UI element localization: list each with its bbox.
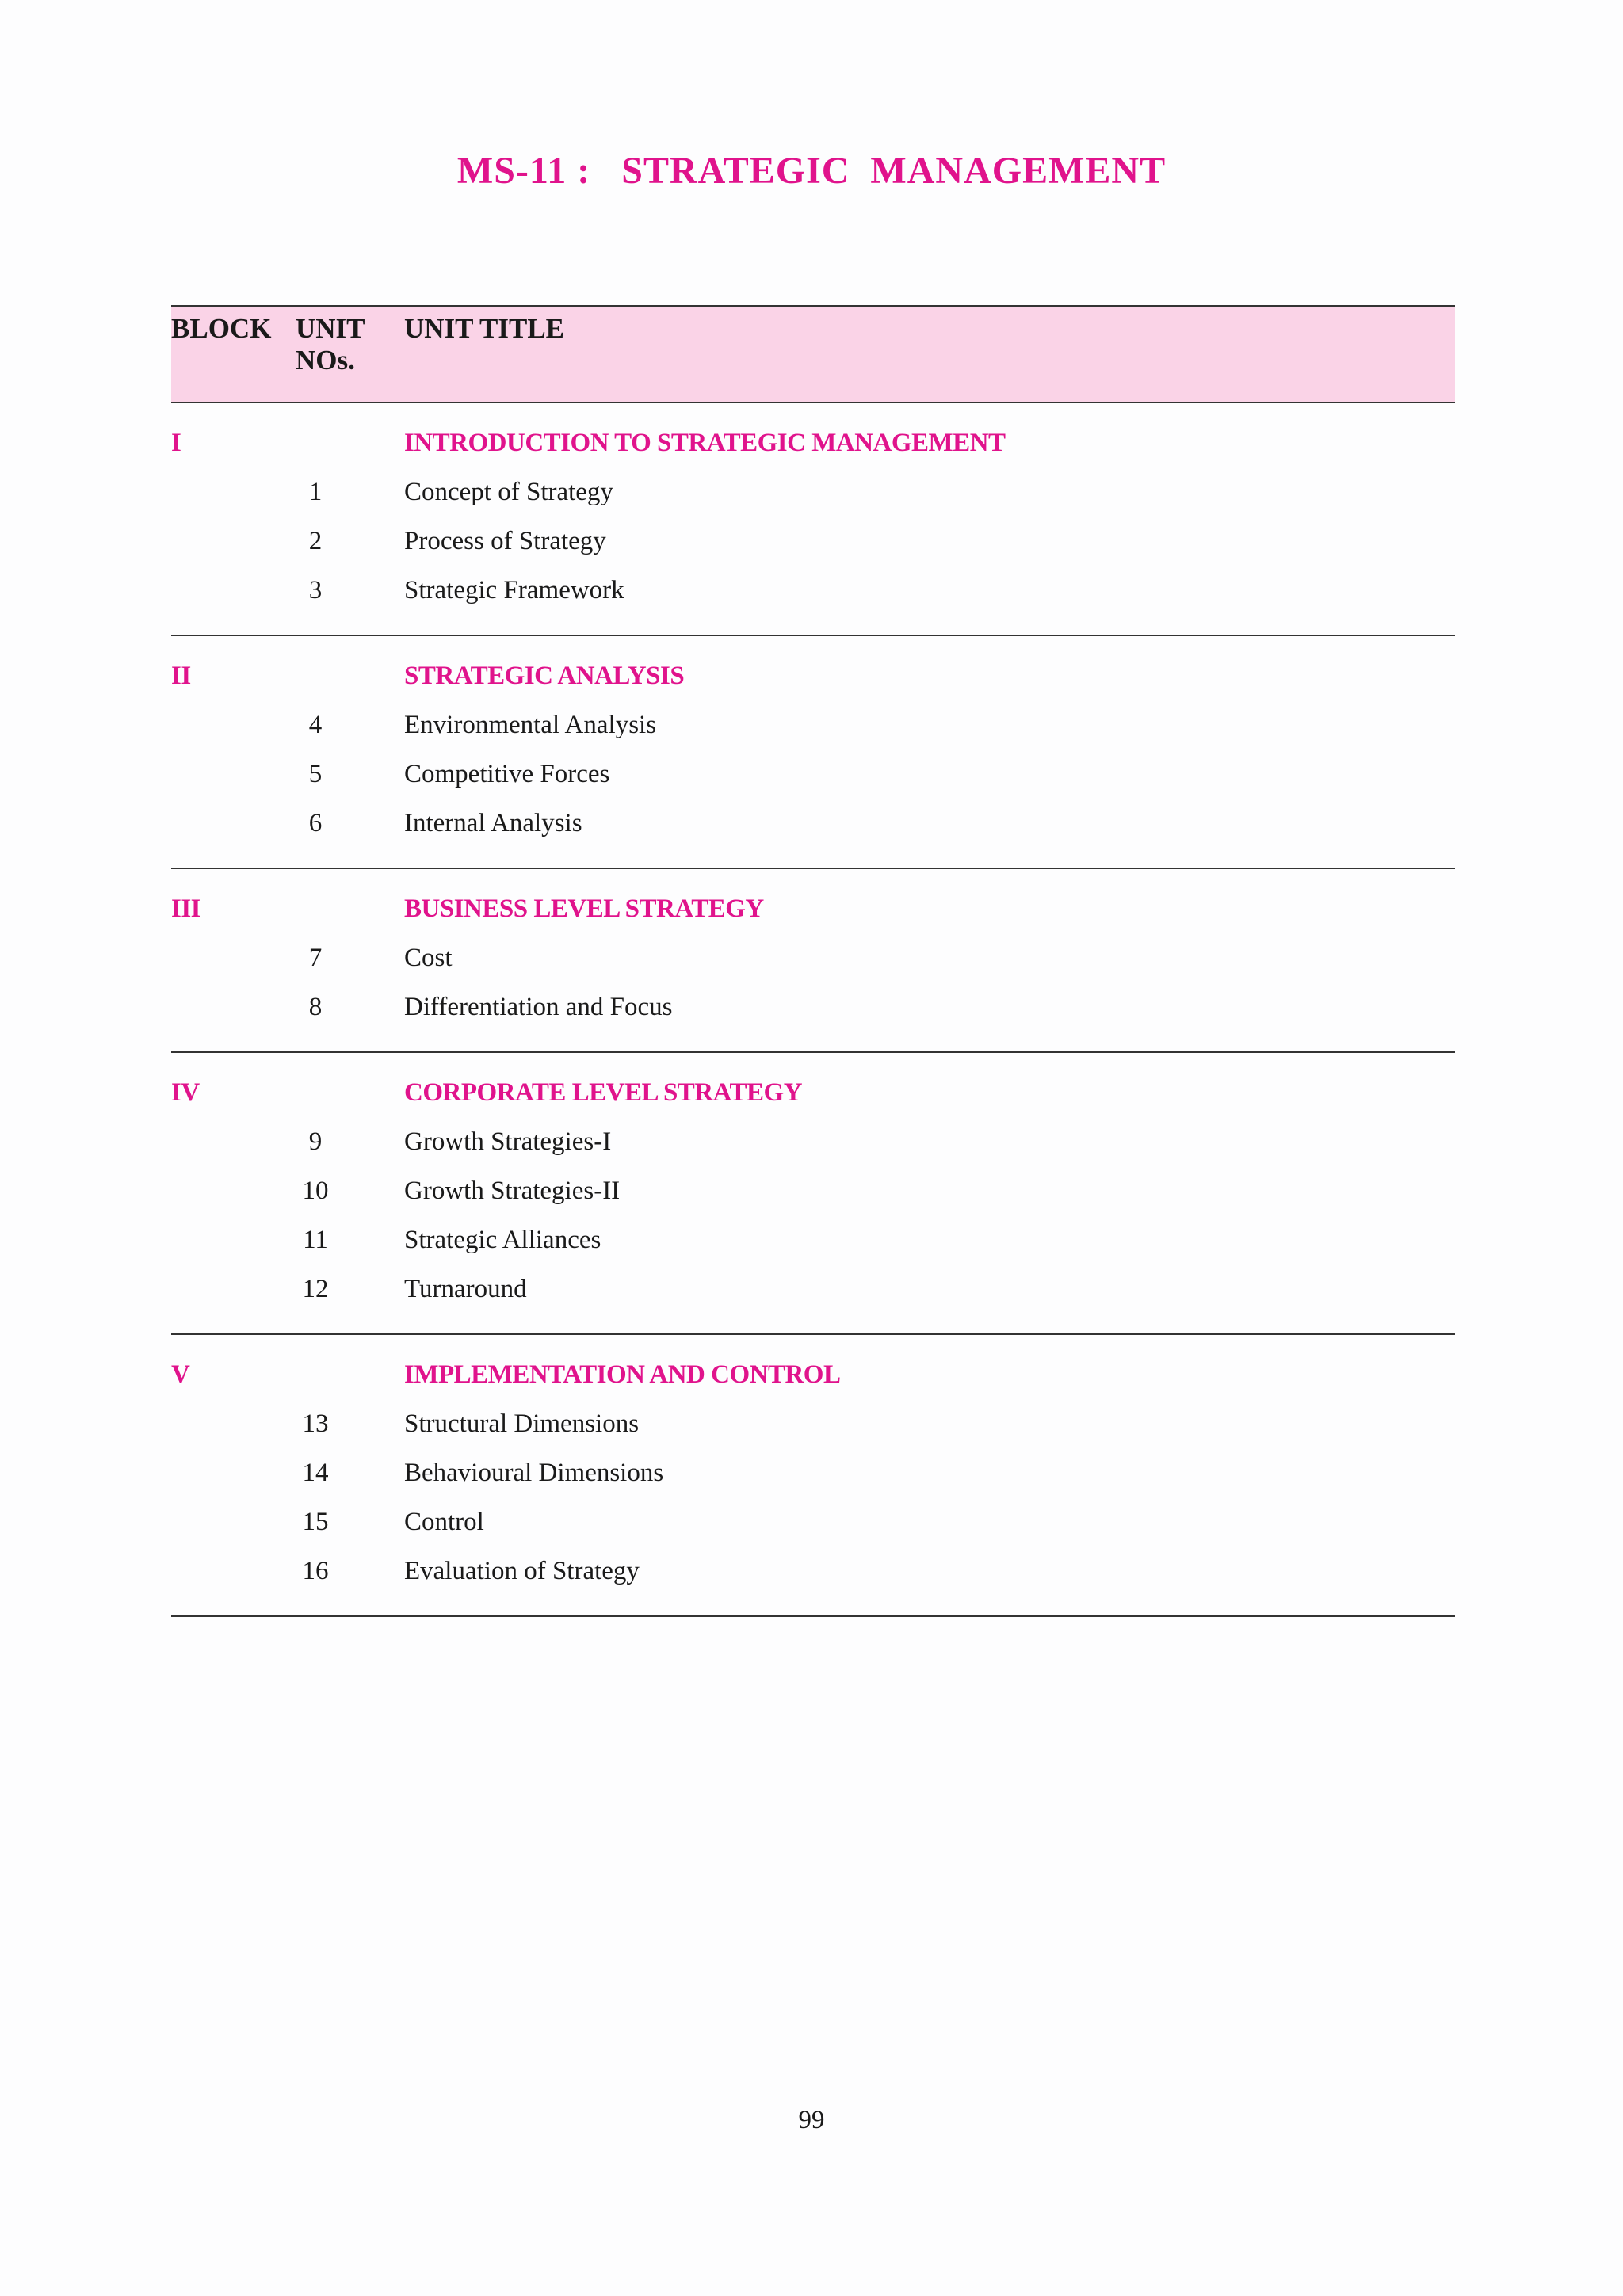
- unit-row: [171, 1457, 1455, 1506]
- unit-title: Growth Strategies-II: [404, 1177, 621, 1205]
- unit-title: Behavioural Dimensions: [404, 1459, 664, 1487]
- page-number: 99: [798, 2106, 825, 2134]
- unit-title: Differentiation and Focus: [404, 993, 673, 1021]
- unit-row: [171, 1126, 1455, 1175]
- header-unit-line1: UNIT: [296, 313, 365, 344]
- unit-number: 15: [302, 1508, 329, 1536]
- block-section: [171, 636, 1455, 869]
- unit-row: [171, 1224, 1455, 1273]
- unit-row: [171, 1408, 1455, 1457]
- unit-row: [171, 1175, 1455, 1224]
- unit-title: Strategic Framework: [404, 576, 624, 605]
- unit-title: Environmental Analysis: [404, 711, 657, 739]
- unit-title: Growth Strategies-I: [404, 1127, 612, 1156]
- block-numeral: IV: [171, 1078, 200, 1107]
- unit-number: 12: [302, 1275, 329, 1303]
- block-numeral: I: [171, 429, 181, 457]
- unit-number: 14: [302, 1459, 329, 1487]
- unit-row: [171, 1555, 1455, 1604]
- unit-title: Structural Dimensions: [404, 1409, 640, 1438]
- unit-number: 11: [303, 1226, 328, 1254]
- block-heading: IMPLEMENTATION AND CONTROL: [404, 1360, 841, 1389]
- block-heading: STRATEGIC ANALYSIS: [404, 662, 685, 690]
- unit-title: Concept of Strategy: [404, 478, 613, 506]
- unit-number: 4: [308, 711, 323, 739]
- block-numeral: V: [171, 1360, 190, 1389]
- unit-number: 7: [308, 944, 323, 972]
- unit-row: [171, 991, 1455, 1040]
- unit-title: Evaluation of Strategy: [404, 1557, 640, 1585]
- unit-row: [171, 807, 1455, 856]
- unit-row: [171, 709, 1455, 758]
- unit-row: [171, 1273, 1455, 1322]
- course-contents-table: [171, 305, 1455, 1617]
- header-block: BLOCK: [171, 313, 272, 344]
- unit-row: [171, 942, 1455, 991]
- unit-number: 16: [302, 1557, 329, 1585]
- unit-number: 13: [302, 1409, 329, 1438]
- header-unit-line2: NOs.: [296, 345, 355, 376]
- block-section: [171, 1335, 1455, 1617]
- block-heading: INTRODUCTION TO STRATEGIC MANAGEMENT: [404, 429, 1006, 457]
- unit-number: 6: [308, 809, 323, 837]
- unit-number: 9: [308, 1127, 323, 1156]
- unit-title: Internal Analysis: [404, 809, 582, 837]
- block-numeral: III: [171, 894, 201, 923]
- block-numeral: II: [171, 662, 191, 690]
- block-heading: CORPORATE LEVEL STRATEGY: [404, 1078, 803, 1107]
- block-heading: BUSINESS LEVEL STRATEGY: [404, 894, 764, 923]
- unit-number: 3: [308, 576, 323, 605]
- unit-number: 1: [308, 478, 323, 506]
- unit-title: Competitive Forces: [404, 760, 610, 788]
- unit-title: Control: [404, 1508, 484, 1536]
- table-header: [171, 305, 1455, 403]
- unit-title: Process of Strategy: [404, 527, 606, 555]
- header-unit-title: UNIT TITLE: [404, 313, 565, 344]
- unit-number: 10: [302, 1177, 329, 1205]
- unit-row: [171, 574, 1455, 624]
- unit-number: 5: [308, 760, 323, 788]
- page-title: MS-11 : STRATEGIC MANAGEMENT: [456, 150, 1167, 192]
- unit-title: Turnaround: [404, 1275, 527, 1303]
- unit-number: 8: [308, 993, 323, 1021]
- block-section: [171, 869, 1455, 1053]
- unit-number: 2: [308, 527, 323, 555]
- block-section: [171, 1053, 1455, 1335]
- unit-row: [171, 525, 1455, 574]
- unit-row: [171, 1506, 1455, 1555]
- unit-row: [171, 758, 1455, 807]
- unit-title: Cost: [404, 944, 453, 972]
- unit-title: Strategic Alliances: [404, 1226, 601, 1254]
- header-unit-nos: [296, 313, 365, 376]
- block-section: [171, 403, 1455, 636]
- unit-row: [171, 476, 1455, 525]
